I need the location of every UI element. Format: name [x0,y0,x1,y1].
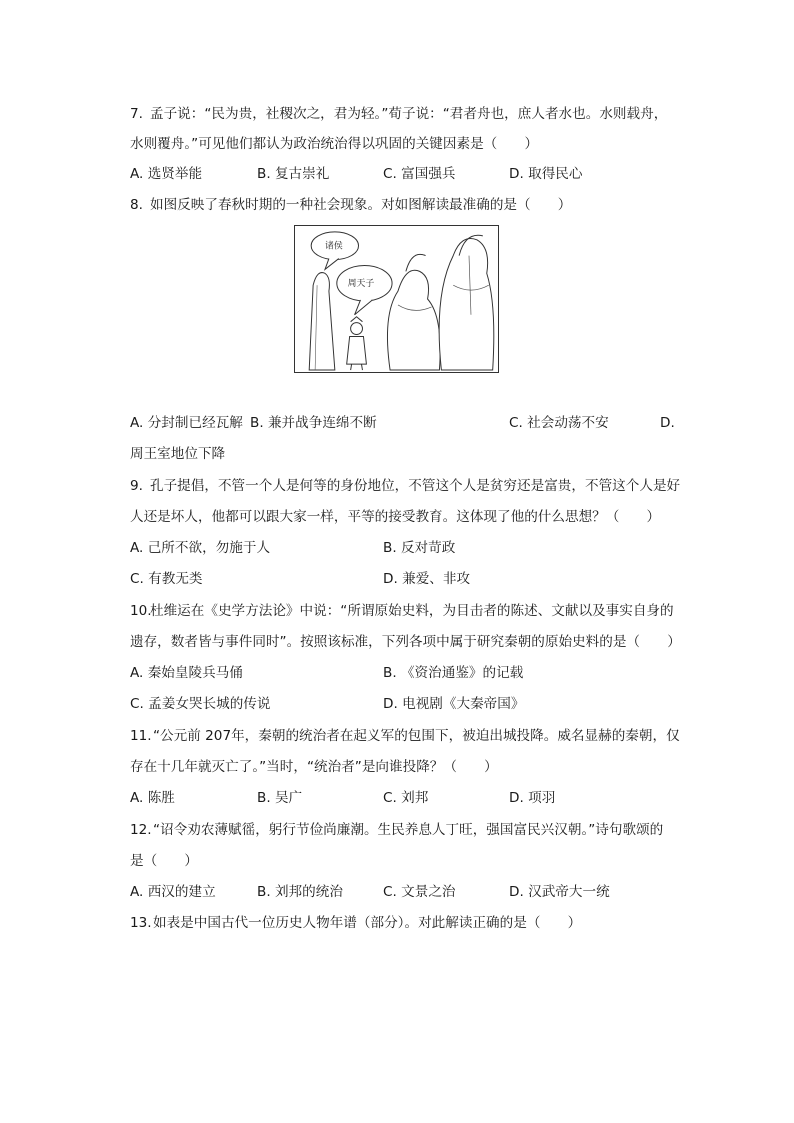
question-10-number: 10. [130,603,152,619]
question-8-number: 8. [130,197,143,213]
question-10-option-c[interactable]: C. 孟姜女哭长城的传说 [130,696,271,712]
question-7-option-a[interactable]: A. 选贤举能 [130,166,203,182]
question-10-option-b[interactable]: B. 《资治通鉴》的记载 [383,665,524,681]
question-10-option-a[interactable]: A. 秦始皇陵兵马俑 [130,665,243,681]
question-12-option-c[interactable]: C. 文景之治 [383,884,456,900]
question-9-option-c[interactable]: C. 有教无类 [130,571,203,587]
question-9-line-1: 孔子提倡，不管一个人是何等的身份地位，不管这个人是贫穷还是富贵，不管这个人是好 [150,478,681,494]
question-9-number: 9. [130,478,143,494]
question-7-option-b[interactable]: B. 复古崇礼 [257,166,330,182]
question-12-option-b[interactable]: B. 刘邦的统治 [257,884,343,900]
question-12-option-d[interactable]: D. 汉武帝大一统 [509,884,610,900]
question-11-line-2: 存在十几年就灭亡了。”当时，“统治者”是向谁投降？（ ） [130,759,498,775]
cartoon-label-vassal-1: 诸侯 [324,241,343,252]
question-7-line-2: 水则覆舟。”可见他们都认为政治统治得以巩固的关键因素是（ ） [130,136,539,152]
cartoon-label-zhou-king: 周天子 [347,279,375,290]
question-12-line-1: “诏令劝农薄赋徭，躬行节俭尚廉潮。生民养息人丁旺，强国富民兴汉朝。”诗句歌颂的 [153,822,664,838]
question-11-number: 11. [130,728,152,744]
question-12-line-2: 是（ ） [130,853,198,869]
question-8-option-a[interactable]: A. 分封制已经瓦解 [130,415,243,431]
question-9-option-d[interactable]: D. 兼爱、非攻 [383,571,471,587]
question-11-line-1: “公元前 207年，秦朝的统治者在起义军的包围下，被迫出城投降。威名显赫的秦朝，仅 [153,728,680,744]
question-11-option-d[interactable]: D. 项羽 [509,790,556,806]
question-7-number: 7. [130,106,143,122]
question-13-number: 13. [130,915,152,931]
question-12-number: 12. [130,822,152,838]
question-10-line-2: 遗存，数者皆与事件同时”。按照该标准，下列各项中属于研究秦朝的原始史料的是（ ） [130,634,681,650]
question-8-option-d-text: 周王室地位下降 [130,446,226,462]
question-7-option-d[interactable]: D. 取得民心 [509,166,583,182]
question-11-option-b[interactable]: B. 吴广 [257,790,303,806]
cartoon-drawing [295,226,498,372]
question-11-option-c[interactable]: C. 刘邦 [383,790,429,806]
question-8-option-c[interactable]: C. 社会动荡不安 [509,415,609,431]
question-9-line-2: 人还是坏人，他都可以跟大家一样，平等的接受教育。这体现了他的什么思想？（ ） [130,509,661,525]
question-10-line-1: 杜维运在《史学方法论》中说：“所谓原始史料，为目击者的陈述、文献以及事实自身的 [150,603,674,619]
question-7-line-1: 孟子说：“民为贵，社稷次之，君为轻。”荀子说：“君者舟也，庶人者水也。水则载舟， [150,106,668,122]
question-12-option-a[interactable]: A. 西汉的建立 [130,884,216,900]
question-8-option-b[interactable]: B. 兼并战争连绵不断 [250,415,377,431]
question-8-option-d[interactable]: D. [660,415,675,431]
cartoon-figure [294,225,499,373]
question-11-option-a[interactable]: A. 陈胜 [130,790,175,806]
question-9-option-b[interactable]: B. 反对苛政 [383,540,456,556]
question-10-option-d[interactable]: D. 电视剧《大秦帝国》 [383,696,525,712]
question-8-line-1: 如图反映了春秋时期的一种社会现象。对如图解读最准确的是（ ） [150,197,572,213]
question-7-option-c[interactable]: C. 富国强兵 [383,166,456,182]
question-13-line-1: 如表是中国古代一位历史人物年谱（部分）。对此解读正确的是（ ） [153,915,582,931]
question-9-option-a[interactable]: A. 己所不欲，勿施于人 [130,540,271,556]
